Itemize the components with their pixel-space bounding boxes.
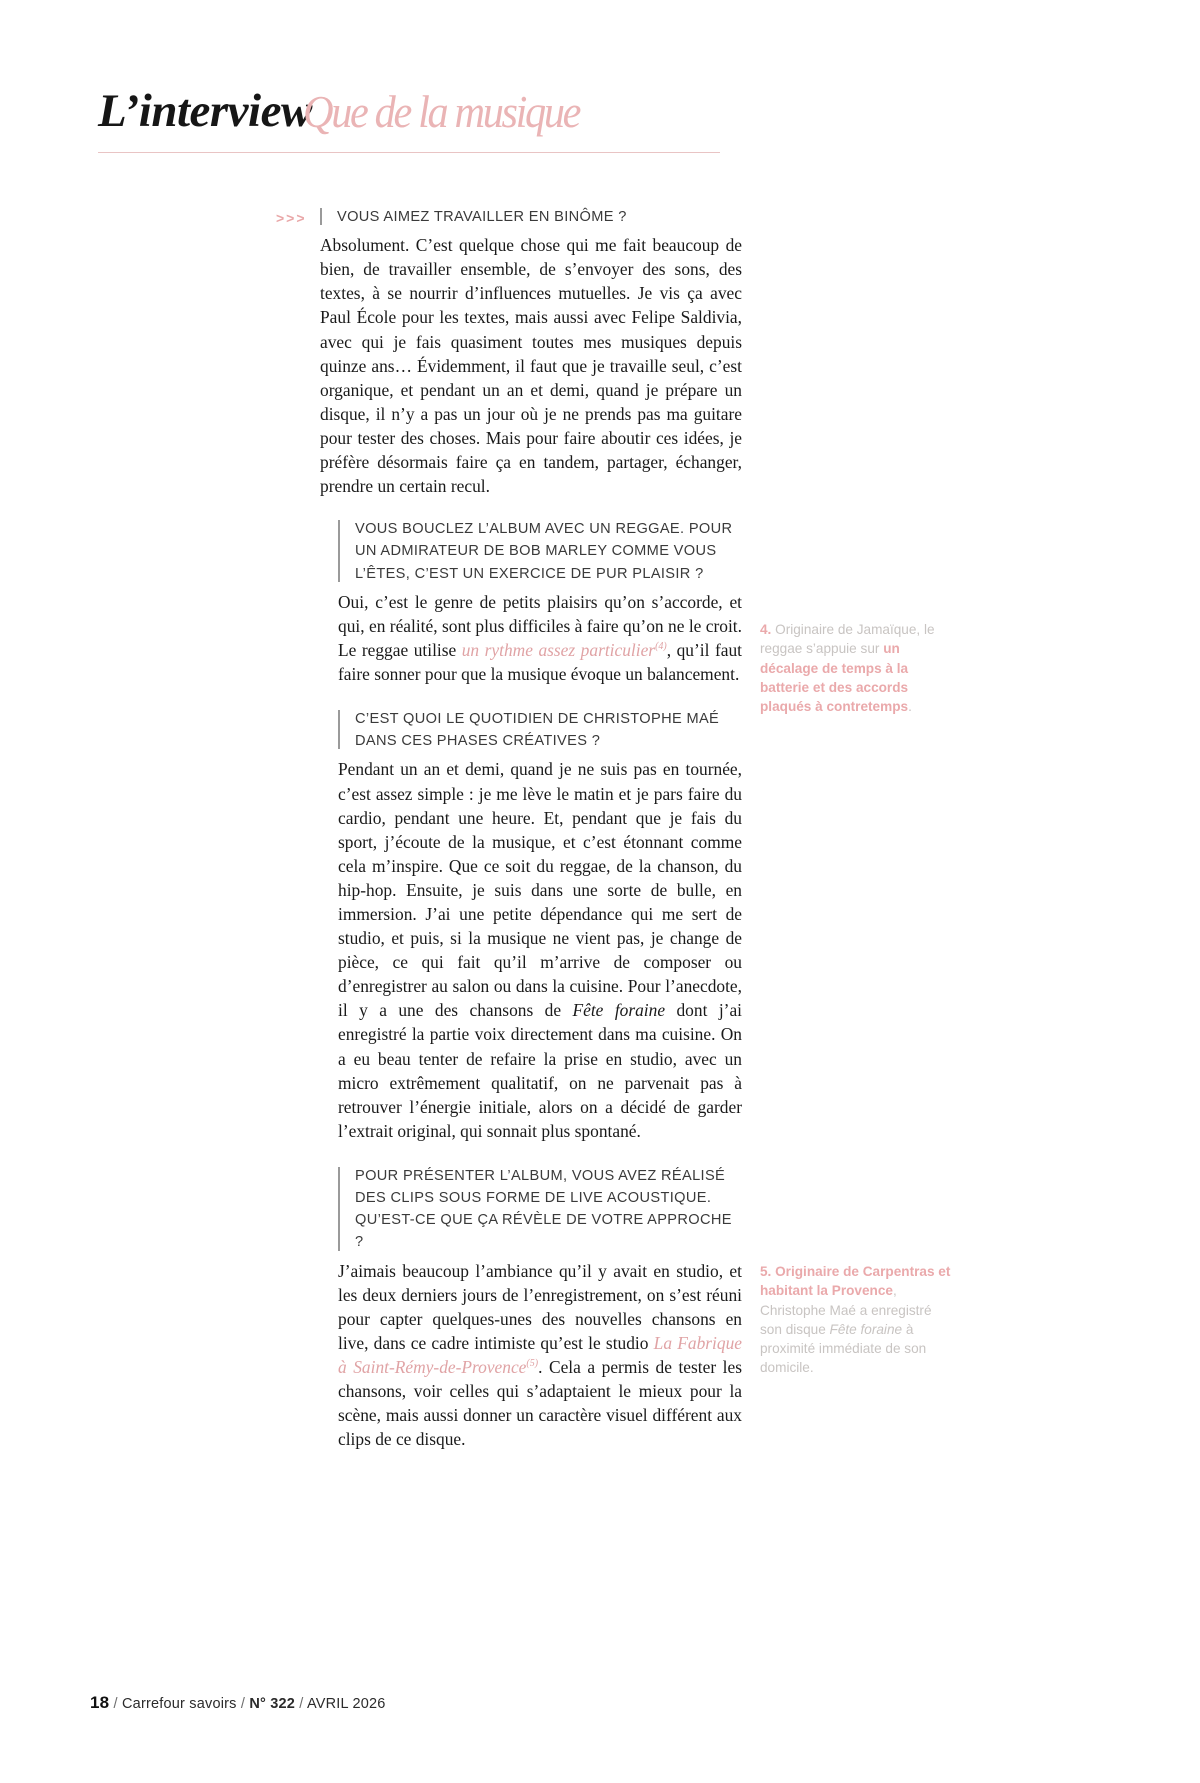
footer-issue: N° 322 (249, 1696, 296, 1712)
footer-page-number: 18 (90, 1693, 110, 1712)
page-subtitle: Que de la musique (303, 87, 580, 137)
question-text: VOUS BOUCLEZ L’ALBUM AVEC UN REGGAE. POUR UN ADMIRATEUR DE BOB MARLEY COMME VOUS L’ÊTES, C’EST UN EXERCICE DE PUR PLAISIR ? (338, 518, 742, 585)
footer-publication: Carrefour savoirs (122, 1696, 237, 1712)
footer-separator: / (240, 1696, 246, 1712)
sidenote: 5. Originaire de Carpentras et habitant la Provence, Christophe Maé a enregistré son disque Fête foraine à proximité immédiate de son domicile. (760, 1264, 951, 1376)
question-text: POUR PRÉSENTER L’ALBUM, VOUS AVEZ RÉALISÉ DES CLIPS SOUS FORME DE LIVE ACOUSTIQUE. QU’EST-CE QUE ÇA RÉVÈLE DE VOTRE APPROCHE ? (338, 1165, 742, 1254)
page-footer (90, 1693, 386, 1713)
qa-block (320, 518, 742, 686)
masthead (98, 85, 818, 160)
answer-text: Pendant un an et demi, quand je ne suis pas en tournée, c’est assez simple : je me lève le matin et je pars faire du cardio, pendant une heure. Et, pendant que je fais du sport, j’écoute de la musique, et c’est étonnant comme cela m’inspire. Que ce soit du reggae, de la chanson, du hip-hop. Ensuite, je suis dans une sorte de bulle, en immersion. J’ai une petite dépendance qui me sert de studio, et puis, si la musique ne vient pas, je change de pièce, ce qui fait qu’il m’arrive de composer ou d’enregistrer au salon ou dans la cuisine. Pour l’anecdote, il y a une des chansons de Fête foraine dont j’ai enregistré la partie voix directement dans ma cuisine. On a eu beau tenter de refaire la prise en studio, avec un micro extrêmement qualitatif, on ne parvenait pas à retrouver l’énergie initiale, alors on a décidé de garder l’extrait original, qui sonnait plus spontané. (338, 759, 742, 1141)
section-marker-icon: >>> (276, 210, 307, 226)
sidenote: 4. Originaire de Jamaïque, le reggae s’appuie sur un décalage de temps à la batterie et des accords plaqués à contretemps. (760, 622, 935, 715)
question-text: VOUS AIMEZ TRAVAILLER EN BINÔME ? (320, 206, 742, 228)
page-title: L’interview (98, 85, 312, 137)
answer-text: J’aimais beaucoup l’ambiance qu’il y avait en studio, et les deux derniers jours de l’enregistrement, on s’est réuni pour capter quelques-unes des nouvelles chansons en live, dans ce cadre intimiste qu’est le studio La Fabrique à Saint-Rémy-de-Provence$^{(5)}$. Cela a permis de tester les chansons, voir celles qui s’adaptaient le mieux pour la scène, mais aussi donner un caractère visuel différent aux clips de ce disque. (338, 1260, 742, 1450)
footer-separator: / (299, 1696, 304, 1712)
qa-block (320, 1165, 742, 1451)
question-text: C’EST QUOI LE QUOTIDIEN DE CHRISTOPHE MAÉ DANS CES PHASES CRÉATIVES ? (338, 708, 742, 752)
article-body (320, 206, 742, 1473)
qa-block (320, 206, 742, 498)
header-divider (98, 152, 720, 153)
footer-separator: / (113, 1696, 118, 1712)
answer-text: Oui, c’est le genre de petits plaisirs qu’on s’accorde, et qui, en réalité, sont plus difficiles à faire qu’on ne le croit. Le reggae utilise un rythme assez particulier$^{(4)}$, qu’il faut faire sonner pour que la musique évoque un balancement. (338, 591, 742, 684)
footer-date: AVRIL 2026 (306, 1696, 386, 1712)
qa-block (320, 708, 742, 1143)
answer-text: Absolument. C’est quelque chose qui me fait beaucoup de bien, de travailler ensemble, de s’envoyer des sons, des textes, à se nourrir d’influences mutuelles. Je vis ça avec Paul École pour les textes, mais aussi avec Felipe Saldivia, avec qui je fais quasiment toutes mes musiques depuis quinze ans… Évidemment, il faut que je travaille seul, c’est organique, et pendant un an et demi, quand je prépare un disque, il n’y a pas un jour où je ne prends pas ma guitare pour tester des choses. Mais pour faire aboutir ces idées, je préfère désormais faire ça en tandem, partager, échanger, prendre un certain recul. (320, 235, 742, 497)
